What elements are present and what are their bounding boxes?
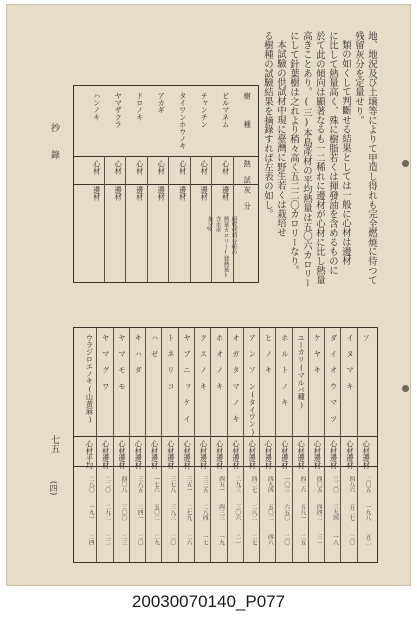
wood-type: 心材邊材 — [248, 440, 258, 469]
calorie-value: 三七八 — [169, 476, 176, 493]
ash-value: 二四 — [87, 534, 94, 546]
species-name: ドロノキ — [135, 92, 145, 121]
column-rule — [113, 328, 114, 562]
calorie-value: 四〇五 — [315, 476, 322, 493]
paragraph: 本試驗の供試材中現に臺灣に野生若くは栽培せ — [275, 40, 286, 238]
wood-type: 心材邊材 — [329, 440, 339, 469]
calorie-value: 三三五 — [201, 476, 208, 493]
paragraph: 高きことあり。(三)本島產材の平均熱量は五〇六カロリー — [301, 31, 312, 288]
wood-type: 心材邊材 — [362, 440, 372, 469]
calorie-value: 二九二 — [104, 504, 111, 521]
binding-hole — [402, 160, 409, 167]
species-name: チャンチン — [200, 92, 210, 128]
binding-hole — [402, 385, 409, 392]
column-rule — [210, 328, 211, 562]
wood-type: 心材 — [92, 160, 102, 175]
paragraph: にして針葉樹は之れより稍々高く五二二〇カロリーなり。 — [288, 31, 299, 276]
paragraph: 残留灰分を定量せり。 — [353, 31, 364, 125]
calorie-value: 一九八 — [364, 504, 371, 521]
column-rule — [190, 156, 191, 282]
species-name: オ ガ タ マ ノ キ — [231, 334, 241, 423]
calorie-value: 三〇六 — [234, 504, 241, 521]
calorie-value: 二二〇 — [104, 476, 111, 493]
species-name: ホ オ ノ キ — [215, 334, 225, 390]
calorie-value: 五〇二 — [266, 504, 273, 521]
column-rule — [340, 328, 341, 562]
paragraph: る樹種の試驗結果を摘錄すれば左表の如し。 — [262, 31, 273, 219]
ash-value: 二六 — [185, 534, 192, 546]
wood-type: 心材邊材 — [150, 440, 160, 469]
wood-type: 邊材 — [157, 186, 167, 201]
paragraph: 於て此の傾向は顯著なるも一二稀れに邊材が心材に比し熱量 — [314, 31, 325, 285]
species-name: ヤ マ モ モ — [118, 334, 128, 390]
calorie-value: 二七九 — [185, 504, 192, 521]
ash-value: 二〇 — [169, 534, 176, 546]
header-rule — [74, 156, 258, 157]
page-number-alt: (四) — [49, 481, 58, 496]
wood-type: 心材邊材 — [101, 440, 111, 469]
wood-type: 心材邊材 — [166, 440, 176, 469]
calorie-value: 一九一 — [87, 504, 94, 521]
wood-type: 邊材 — [114, 186, 124, 201]
species-name: イ ヌ マ キ — [345, 334, 355, 390]
paragraph: 地、地況及び土壌等によりて甲造し得れも完全燃焼に待つて — [366, 31, 377, 285]
table-note: 含水率 — [214, 216, 221, 233]
column-rule — [161, 328, 162, 562]
column-rule — [227, 328, 228, 562]
wood-type: 心材邊材 — [215, 440, 225, 469]
calorie-value: 二九三 — [234, 476, 241, 493]
wood-type: 心材邊材 — [134, 440, 144, 469]
calorie-value: 五八一 — [299, 504, 306, 521]
species-name: ア ン ソ ン(タイワン) — [248, 334, 258, 437]
species-name: ク ス ノ キ — [199, 334, 209, 390]
ash-value: 一七 — [201, 534, 208, 546]
ash-value: 二〇 — [283, 534, 290, 546]
column-rule — [147, 156, 148, 282]
ash-value: 二五 — [299, 534, 306, 546]
wood-type: 心材邊材 — [345, 440, 355, 469]
column-rule — [178, 328, 179, 562]
wood-type: 心材邊材 — [297, 440, 307, 469]
wood-type: 心材 — [221, 160, 231, 175]
wood-type: 心材 — [157, 160, 167, 175]
body-text — [261, 31, 378, 321]
calorie-value: 二四一 — [136, 504, 143, 521]
wood-type: 心材邊材 — [183, 440, 193, 469]
column-rule — [145, 328, 146, 562]
wood-type: 心材邊材 — [313, 440, 323, 469]
calorie-table-upper — [73, 85, 259, 283]
column-rule — [357, 328, 358, 562]
species-name: ユーカリ(マルバ種) — [297, 334, 307, 410]
column-rule — [96, 328, 97, 562]
species-name: ハンノキ — [92, 92, 102, 121]
species-name: ウラジロエノキ(山黄麻) — [85, 334, 95, 424]
calorie-value: 四四二 — [315, 504, 322, 521]
calorie-value: 四〇八 — [120, 476, 127, 493]
archive-id: 20030070140_P077 — [131, 592, 286, 611]
species-name: ト ネ リ コ — [166, 334, 176, 390]
wood-type: 心材 — [114, 160, 124, 175]
column-rule — [194, 328, 195, 562]
species-name: ダ イ オ ウ マ ツ — [329, 334, 339, 423]
species-name: ヤ ブ ニ ッ ケ イ — [183, 334, 193, 423]
document-page — [6, 4, 411, 586]
wood-type: 心材邊材 — [231, 440, 241, 469]
ash-value: 二七 — [250, 534, 257, 546]
calorie-value: 一七六 — [152, 476, 159, 493]
ash-value: 二〇 — [136, 534, 143, 546]
wood-type: 邊材 — [178, 186, 188, 201]
species-name: 樹 種 — [243, 92, 253, 128]
wood-type: 心材 — [135, 160, 145, 175]
column-rule — [275, 328, 276, 562]
calorie-value: 三六五 — [136, 476, 143, 493]
species-name: ケ ヤ キ — [313, 334, 323, 374]
paragraph: 類の如くして判斷せる結果としては一般に心材は邊材 — [340, 40, 351, 266]
calorie-value: 四九四 — [266, 476, 273, 493]
wood-type: 灰 分 — [243, 186, 253, 210]
calorie-value: 五二七 — [348, 504, 355, 521]
paragraph: に比して熱量高く、殊に樹脂若くは揮發油を含めるものに — [327, 31, 338, 276]
wood-type: 邊材 — [135, 186, 145, 201]
wood-type: 心材 — [178, 160, 188, 175]
column-rule — [168, 156, 169, 282]
calorie-value: 二〇五 — [364, 476, 371, 493]
calorie-value: 一〇三 — [283, 476, 290, 493]
header-rule — [74, 436, 377, 437]
column-rule — [104, 156, 105, 282]
species-name: ソ — [362, 334, 372, 342]
calorie-value: 六五〇 — [283, 504, 290, 521]
table-note: 灰分% — [206, 216, 213, 234]
column-rule — [324, 328, 325, 562]
ash-value: 二二 — [104, 534, 111, 546]
calorie-value: 三八三 — [169, 504, 176, 521]
calorie-value: 四八六 — [348, 476, 355, 493]
wood-type: 邊材 — [221, 186, 231, 201]
calorie-value: 二八二 — [250, 504, 257, 521]
wood-type: 心材平均 — [85, 440, 95, 469]
species-name: タイワンホウノキ — [178, 92, 188, 150]
calorie-value: 四二七 — [250, 476, 257, 493]
column-rule — [125, 156, 126, 282]
ash-value: 五二 — [364, 534, 371, 546]
ash-value: 二三 — [120, 534, 127, 546]
column-rule — [129, 328, 130, 562]
species-name: ビルマネム — [221, 92, 231, 128]
table-note: 熱量カロリー(發熱量) — [222, 216, 229, 279]
species-name: ヒ ノ キ — [264, 334, 274, 374]
calorie-value: 二八〇 — [87, 476, 94, 493]
calorie-value: 三五一 — [185, 476, 192, 493]
calorie-table-lower — [73, 327, 378, 563]
wood-type: 心材邊材 — [264, 440, 274, 469]
wood-type: 邊材 — [200, 186, 210, 201]
wood-type: 心材邊材 — [280, 440, 290, 469]
section-label: 抄錄 — [49, 123, 59, 177]
ash-value: 二九 — [152, 534, 159, 546]
species-name: ヤマザクラ — [114, 92, 124, 128]
ash-value: 一八 — [332, 534, 339, 546]
column-rule — [292, 328, 293, 562]
column-rule — [308, 328, 309, 562]
calorie-value: 三二〇 — [332, 476, 339, 493]
calorie-value: 五〇二 — [152, 504, 159, 521]
calorie-value: 三九四 — [332, 504, 339, 521]
calorie-value: 四二六 — [299, 476, 306, 493]
page-number: 七五 — [49, 435, 59, 453]
header-rule — [74, 184, 258, 185]
species-name: キ ハ ダ — [134, 334, 144, 374]
wood-type: 心材 — [200, 160, 210, 175]
species-name: ハ ゼ — [150, 334, 160, 358]
wood-type: 熱 試 — [243, 160, 253, 184]
wood-type: 心材邊材 — [118, 440, 128, 469]
ash-value: 四六 — [266, 534, 273, 546]
ash-value: 二〇 — [348, 534, 355, 546]
calorie-value: 四五一 — [218, 476, 225, 493]
species-name: ホ ル ト ノ キ — [280, 334, 290, 406]
ash-value: 三一 — [315, 534, 322, 546]
species-name: アカギ — [157, 92, 167, 114]
column-rule — [243, 328, 244, 562]
calorie-value: 四三三 — [218, 504, 225, 521]
species-name: ヤ マ グ ワ — [101, 334, 111, 390]
wood-type: 邊材 — [92, 186, 102, 201]
table-note: 絕乾材料分析の — [230, 216, 237, 256]
column-rule — [259, 328, 260, 562]
ash-value: 一九 — [218, 534, 225, 546]
calorie-value: 三〇〇 — [120, 504, 127, 521]
wood-type: 心材邊材 — [199, 440, 209, 469]
ash-value: 二一 — [234, 534, 241, 546]
calorie-value: 二八四 — [201, 504, 208, 521]
